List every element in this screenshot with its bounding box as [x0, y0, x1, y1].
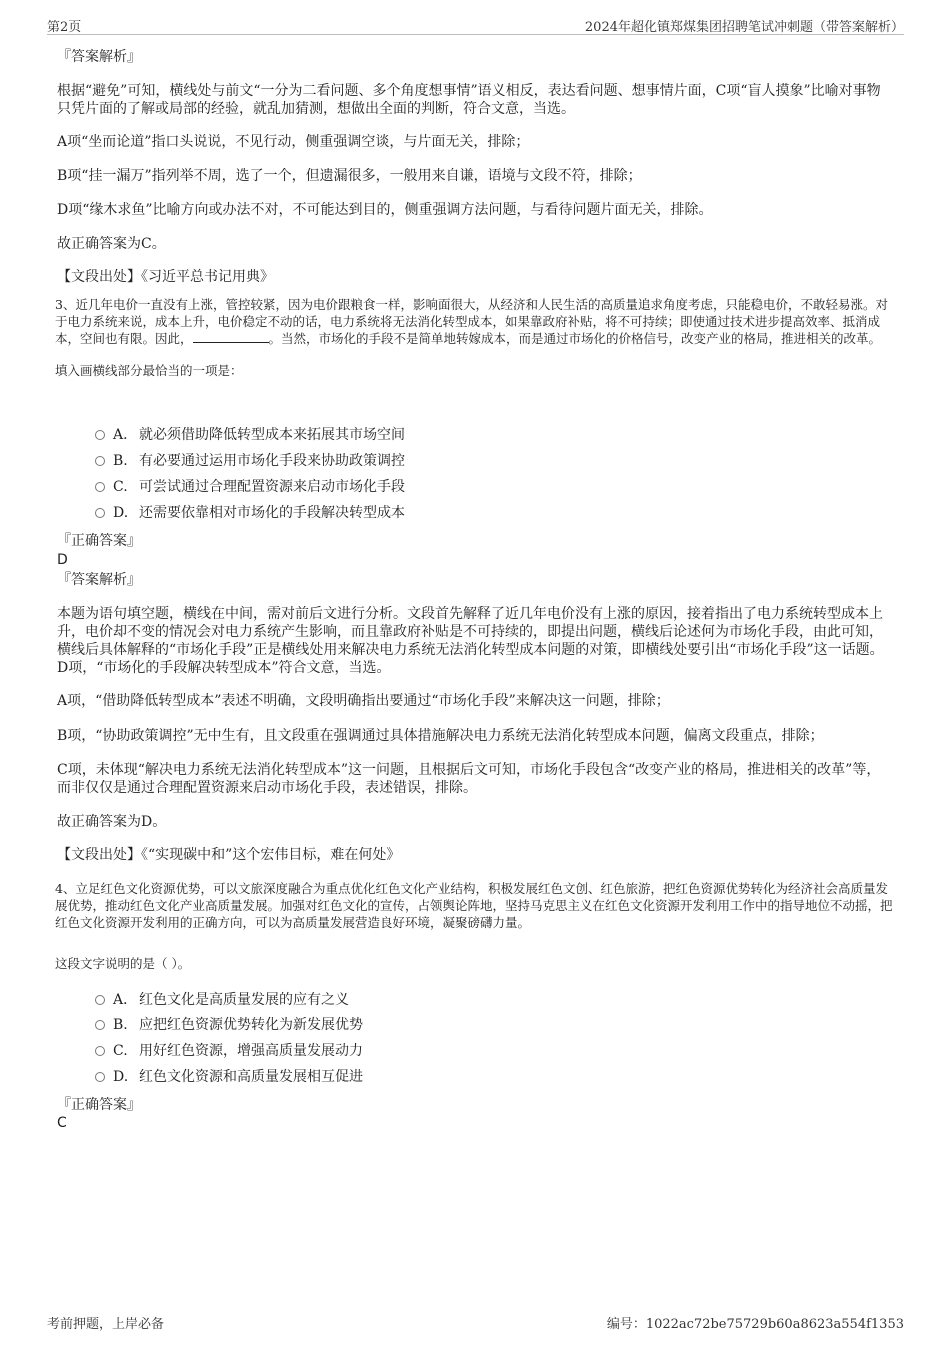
option-text: 红色文化是高质量发展的应有之义 — [139, 992, 349, 1008]
radio-icon[interactable] — [95, 1046, 105, 1056]
option-text: 应把红色资源优势转化为新发展优势 — [139, 1017, 363, 1033]
q2-analysis-title: 『答案解析』 — [57, 49, 141, 65]
q3-stem-part2: 。当然，市场化的手段不是简单地转嫁成本，而是通过市场化的价格信号，改变产业的格局，推进相关的改革。 — [268, 331, 882, 346]
radio-icon[interactable] — [95, 1072, 105, 1082]
q4-option-c[interactable] — [95, 1042, 363, 1060]
q3-option-b-note: B项，“协助政策调控”无中生有，且文段重在强调通过具体措施解决电力系统无法消化转型成本问题，偏离文段重点，排除； — [57, 728, 824, 744]
q2-option-b-note: B项“挂一漏万”指列举不周，选了一个，但遗漏很多，一般用来自谦，语境与文段不符，排除； — [57, 168, 642, 184]
q3-option-c[interactable] — [95, 478, 405, 496]
q4-option-d[interactable] — [95, 1068, 363, 1086]
q3-option-c-note: C项，未体现“解决电力系统无法消化转型成本”这一问题，且根据后文可知，市场化手段包含“改变产业的格局，推进相关的改革”等，而非仅仅是通过合理配置资源来启动市场化手段，表述错误，排除。 — [57, 762, 881, 796]
document-serial: 编号：1022ac72be75729b60a8623a554f1353 — [606, 1317, 904, 1332]
q2-analysis-body: 根据“避免”可知，横线处与前文“一分为二看问题、多个角度想事情”语义相反，表达看问题、想事情片面，C项“盲人摸象”比喻对事物只凭片面的了解或局部的经验，就乱加猜测，想做出全面的判断，符合文意，当选。 — [57, 83, 881, 117]
q3-option-a[interactable] — [95, 426, 405, 444]
footer-slogan: 考前押题，上岸必备 — [47, 1317, 165, 1332]
q4-answer: C — [57, 1115, 67, 1131]
q2-conclusion: 故正确答案为C。 — [57, 236, 166, 252]
radio-icon[interactable] — [95, 482, 105, 492]
option-text: 有必要通过运用市场化手段来协助政策调控 — [139, 453, 405, 469]
q3-prompt: 填入画横线部分最恰当的一项是： — [55, 363, 243, 378]
option-label: B. — [113, 453, 128, 469]
q3-analysis-body: 本题为语句填空题，横线在中间，需对前后文进行分析。文段首先解释了近几年电价没有上涨的原因，接着指出了电力系统转型成本上升，电价却不变的情况会对电力系统产生影响，而且靠政府补贴是不可持续的，即提出问题，横线后论述何为市场化手段，由此可知，横线后具体解释的“市场化手段”正是横线处用来解决电力系统无法消化转型成本问题的对策，即横线处要引出“市场化手段”这一话题。D项，“市场化的手段解决转型成本”符合文意，当选。 — [57, 606, 884, 676]
q4-answer-title: 『正确答案』 — [57, 1097, 141, 1113]
radio-icon[interactable] — [95, 508, 105, 518]
q4-option-b[interactable] — [95, 1016, 363, 1034]
page-header — [47, 14, 904, 35]
option-text: 可尝试通过合理配置资源来启动市场化手段 — [139, 479, 405, 495]
q2-source: 【文段出处】《习近平总书记用典》 — [57, 269, 274, 285]
q3-stem-part1: 3、近几年电价一直没有上涨，管控较紧，因为电价跟粮食一样，影响面很大，从经济和人民生活的高质量追求角度考虑，只能稳电价，不敢轻易涨。对于电力系统来说，成本上升，电价稳定不动的话，电力系统将无法消化转型成本，如果靠政府补贴，将不可持续；即使通过技术进步提高效率、抵消成本，空间也有限。因此， — [55, 297, 888, 346]
q3-option-b[interactable] — [95, 452, 405, 470]
option-label: B. — [113, 1017, 128, 1033]
option-text: 红色文化资源和高质量发展相互促进 — [139, 1069, 363, 1085]
option-label: D. — [113, 505, 129, 521]
document-title: 2024年超化镇郑煤集团招聘笔试冲刺题（带答案解析） — [584, 20, 904, 35]
option-text: 还需要依靠相对市场化的手段解决转型成本 — [139, 505, 405, 521]
option-text: 用好红色资源，增强高质量发展动力 — [139, 1043, 363, 1059]
radio-icon[interactable] — [95, 456, 105, 466]
q2-option-a-note: A项“坐而论道”指口头说说，不见行动，侧重强调空谈，与片面无关，排除； — [57, 134, 530, 150]
radio-icon[interactable] — [95, 995, 105, 1005]
q3-analysis-title: 『答案解析』 — [57, 572, 141, 588]
q4-stem: 4、立足红色文化资源优势，可以文旅深度融合为重点优化红色文化产业结构，积极发展红色文创、红色旅游，把红色资源优势转化为经济社会高质量发展优势，推动红色文化产业高质量发展。加强对红色文化的宣传，占领舆论阵地，坚持马克思主义在红色文化资源开发利用工作中的指导地位不动摇，把红色文化资源开发利用的正确方向，可以为高质量发展营造良好环境，凝聚磅礴力量。 — [55, 881, 893, 930]
page-number: 第2页 — [47, 20, 82, 35]
option-text: 就必须借助降低转型成本来拓展其市场空间 — [139, 427, 405, 443]
q4-prompt: 这段文字说明的是（ ）。 — [55, 956, 191, 971]
option-label: D. — [113, 1069, 129, 1085]
option-label: A． — [113, 427, 138, 443]
option-label: C. — [113, 479, 128, 495]
q3-stem — [55, 296, 897, 347]
fill-blank-line — [193, 330, 269, 343]
q3-option-d[interactable] — [95, 504, 405, 522]
option-label: A． — [113, 992, 138, 1008]
q3-answer-title: 『正确答案』 — [57, 533, 141, 549]
q3-conclusion: 故正确答案为D。 — [57, 814, 167, 830]
option-label: C. — [113, 1043, 128, 1059]
q3-source: 【文段出处】《“实现碳中和”这个宏伟目标，难在何处》 — [57, 847, 401, 863]
q3-option-a-note: A项，“借助降低转型成本”表述不明确，文段明确指出要通过“市场化手段”来解决这一问题，排除； — [57, 693, 670, 709]
q2-option-d-note: D项“缘木求鱼”比喻方向或办法不对，不可能达到目的，侧重强调方法问题，与看待问题片面无关，排除。 — [57, 202, 713, 218]
q3-answer: D — [57, 552, 68, 568]
q4-option-a[interactable] — [95, 991, 349, 1009]
radio-icon[interactable] — [95, 430, 105, 440]
radio-icon[interactable] — [95, 1020, 105, 1030]
